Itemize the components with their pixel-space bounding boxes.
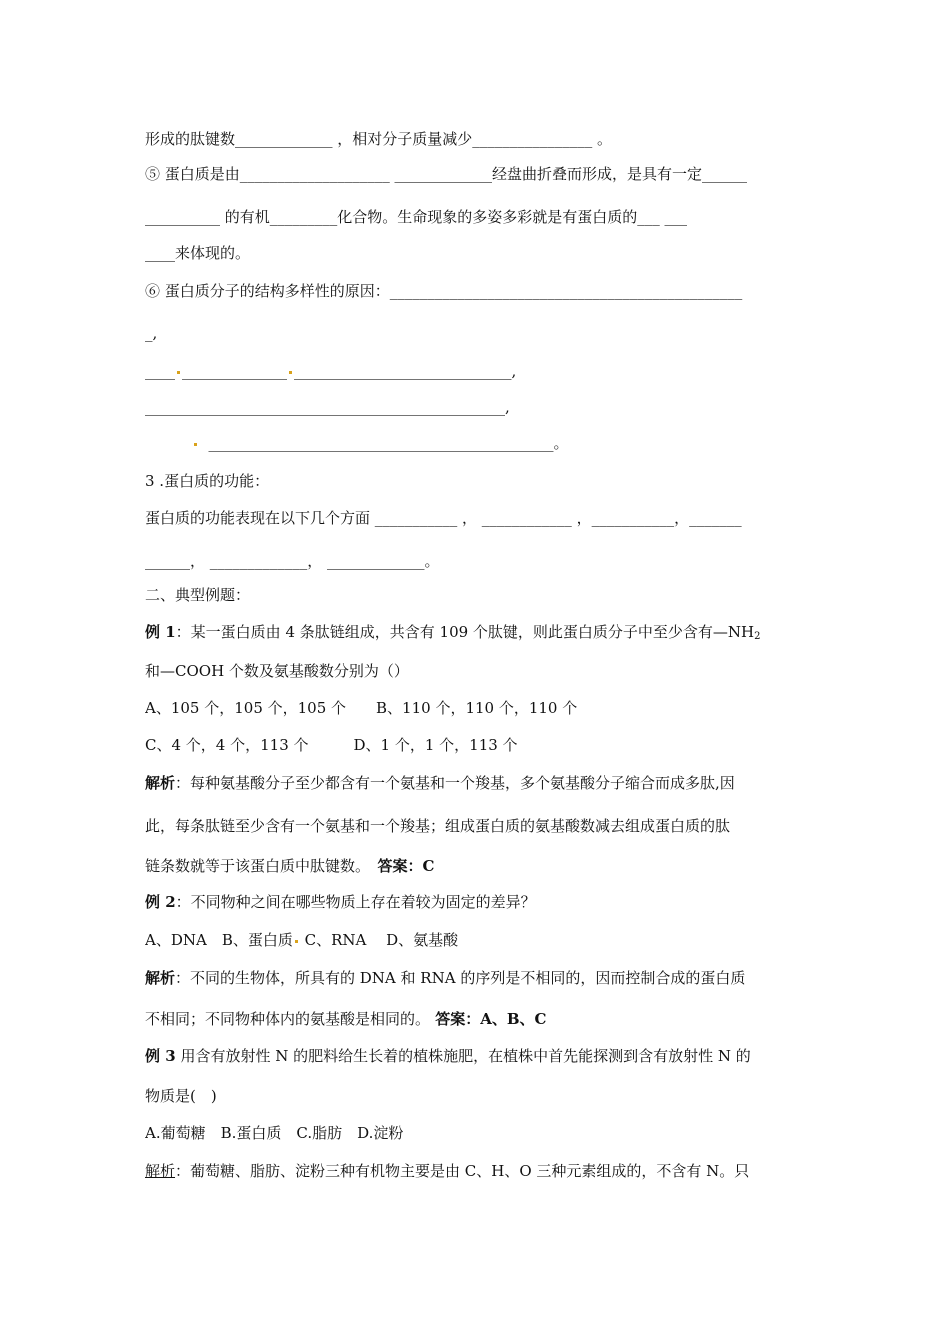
- option-line: [145, 929, 810, 951]
- section-heading: [145, 470, 810, 492]
- text-line: [145, 396, 810, 418]
- analysis-text: ：每种氨基酸分子至少都含有一个氨基和一个羧基，多个氨基酸分子缩合而成多肽,因: [175, 774, 735, 792]
- question-label: 例 2: [145, 893, 176, 911]
- blank-segment: ______________: [182, 362, 287, 380]
- text-line: [145, 206, 810, 228]
- text-line: [145, 128, 810, 150]
- analysis-label: 解析: [145, 969, 176, 987]
- text-line: [192, 432, 802, 454]
- analysis-text: ：葡萄糖、脂肪、淀粉三种有机物主要是由 C、H、O 三种元素组成的，不含有 N。只: [175, 1162, 750, 1180]
- section-heading: [145, 584, 810, 606]
- question-text: 用含有放射性 N 的肥料给生长着的植株施肥，在植株中首先能探测到含有放射性 N 的: [175, 1047, 751, 1065]
- blank-segment: ____: [145, 362, 175, 380]
- marker-dot: [289, 371, 292, 374]
- marker-dot: [177, 371, 180, 374]
- option-line: [145, 1122, 810, 1144]
- question-text: ：不同物种之间在哪些物质上存在着较为固定的差异？: [175, 893, 536, 911]
- heading-text: 二、典型例题：: [145, 586, 251, 604]
- fill-in-line: ⑤ 蛋白质是由____________________ _____________经盘曲折叠而形成，是具有一定______: [145, 165, 748, 183]
- marker-dot: [295, 940, 298, 943]
- answer-text: 答案：A、B、C: [430, 1010, 547, 1028]
- fill-in-line: ________________________________________________,: [145, 398, 510, 416]
- fill-in-line: ____来体现的。: [145, 244, 251, 262]
- option-line: [145, 734, 810, 756]
- analysis-line: [145, 815, 810, 837]
- subscript: 2: [754, 631, 761, 642]
- analysis-label: 解析: [145, 1162, 176, 1180]
- analysis-line: [145, 1160, 810, 1182]
- fill-in-line: ______________________________________________。: [208, 434, 569, 452]
- fill-in-line: __________ 的有机_________化合物。生命现象的多姿多彩就是有蛋白质的___ ___: [145, 208, 688, 226]
- question-label: 例 3: [145, 1047, 176, 1065]
- analysis-label: 解析: [145, 774, 176, 792]
- text-line: [145, 360, 810, 382]
- option-text: A、105 个，105 个，105 个 B、110 个，110 个，110 个: [145, 699, 578, 717]
- analysis-text: 链条数就等于该蛋白质中肽键数。: [145, 857, 378, 875]
- question-line: [145, 1085, 810, 1107]
- analysis-line: [145, 1008, 810, 1030]
- question-text: 物质是( ): [145, 1087, 217, 1105]
- option-text: A.葡萄糖 B.蛋白质 C.脂肪 D.淀粉: [145, 1124, 404, 1142]
- text-line: [145, 322, 810, 344]
- question-line: [145, 660, 810, 682]
- answer-text: 答案：C: [377, 857, 435, 875]
- blank-segment: _____________________________,: [294, 362, 517, 380]
- fill-in-line: ⑥ 蛋白质分子的结构多样性的原因：_______________________________________________: [145, 282, 743, 300]
- marker-dot: [194, 443, 197, 446]
- question-line: [145, 621, 810, 643]
- fill-in-line: _,: [145, 324, 158, 342]
- option-text: A、DNA B、蛋白质: [145, 931, 293, 949]
- text-line: [145, 550, 810, 572]
- option-text: C、4 个，4 个，113 个 D、1 个，1 个，113 个: [145, 736, 518, 754]
- text-line: [145, 280, 810, 302]
- question-line: [145, 891, 810, 913]
- question-line: [145, 1045, 810, 1067]
- question-text: ：某一蛋白质由 4 条肽链组成，共含有 109 个肽键，则此蛋白质分子中至少含有—NH: [175, 623, 755, 641]
- fill-in-line: ______， _____________， _____________。: [145, 552, 440, 570]
- heading-text: 3 .蛋白质的功能：: [145, 472, 270, 490]
- analysis-text: 此，每条肽链至少含有一个氨基和一个羧基；组成蛋白质的氨基酸数减去组成蛋白质的肽: [145, 817, 731, 835]
- text-line: [145, 507, 810, 529]
- analysis-text: ：不同的生物体，所具有的 DNA 和 RNA 的序列是不相同的，因而控制合成的蛋白质: [175, 969, 746, 987]
- question-text: 和—COOH 个数及氨基酸数分别为（）: [145, 662, 409, 680]
- option-text: C、RNA D、氨基酸: [299, 931, 459, 949]
- option-line: [145, 697, 810, 719]
- analysis-line: [145, 967, 810, 989]
- fill-in-line: 形成的肽键数_____________ ，相对分子质量减少________________ 。: [145, 130, 613, 148]
- analysis-text: 不相同；不同物种体内的氨基酸是相同的。: [145, 1010, 431, 1028]
- fill-in-line: 蛋白质的功能表现在以下几个方面 ___________ ， ____________ ，___________，_______: [145, 509, 742, 527]
- analysis-line: [145, 772, 810, 794]
- text-line: [145, 242, 810, 264]
- text-line: [145, 163, 810, 185]
- analysis-line: [145, 855, 810, 877]
- question-label: 例 1: [145, 623, 176, 641]
